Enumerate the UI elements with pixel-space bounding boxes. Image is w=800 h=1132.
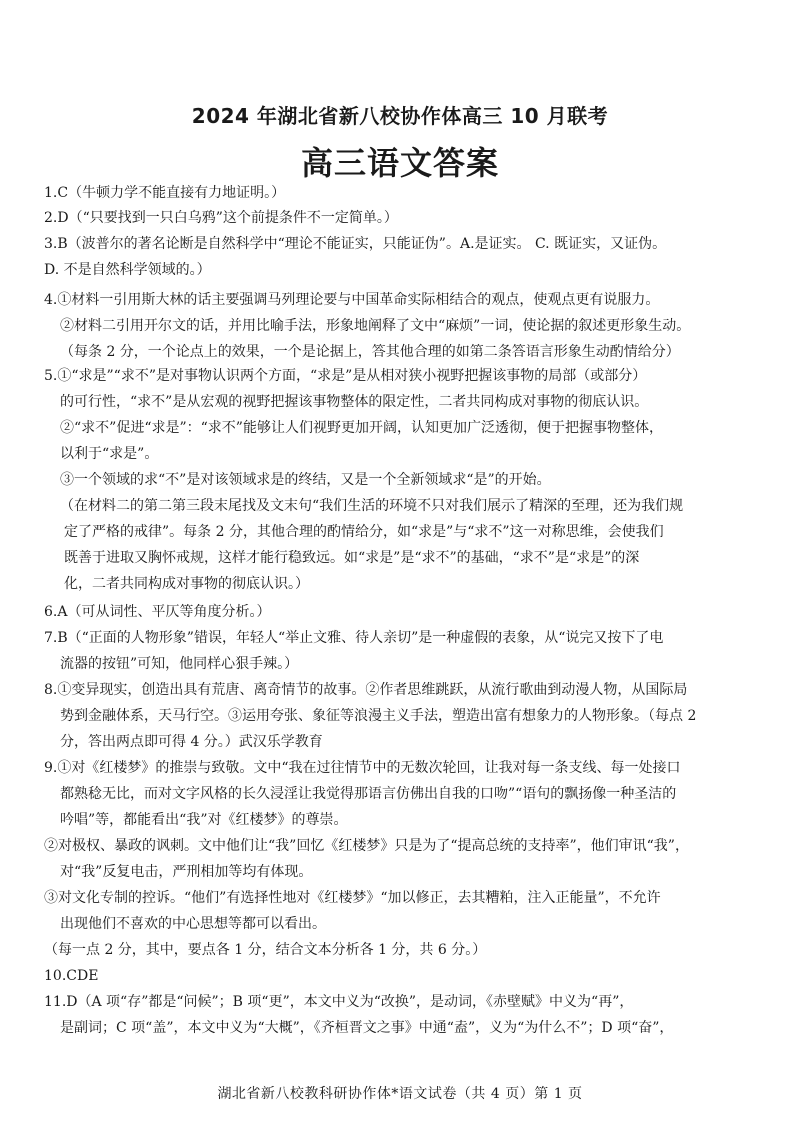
answer-line-q5-scoring-cont: 定了严格的戒律”。每条 2 分，其他合理的酌情给分，如“求是”与“求不”这一对称思维，会使我们 [64,524,664,540]
answer-line-q5-cont: 的可行性，“求不”是从宏观的视野把握该事物整体的限定性，二者共同构成对事物的彻底认识。 [60,394,649,410]
answer-line-q4-point2: ②材料二引用开尔文的话，并用比喻手法，形象地阐释了文中“麻烦”一词，使论据的叙述更形象生动。 [60,318,691,334]
answer-line-q9-scoring: （每一点 2 分，其中，要点各 1 分，结合文本分析各 1 分，共 6 分。） [44,942,487,958]
answer-line-q5-point2: ②“求不”促进“求是”：“求不”能够让人们视野更加开阔，认知更加广泛透彻，便于把握事物整体， [60,420,663,436]
answer-line-q9-point3-cont: 出现他们不喜欢的中心思想等都可以看出。 [60,916,326,932]
answer-line-q3: 3.B（波普尔的著名论断是自然科学中“理论不能证实，只能证伪”。A.是证实。 C. 既证实，又证伪。 [44,236,667,252]
answer-line-q5-point2-cont: 以利于“求是”。 [60,446,159,462]
answer-line-q6: 6.A（可从词性、平仄等角度分析。） [44,604,271,620]
answer-line-q11: 11.D（A 项“存”都是“问候”；B 项“更”，本文中义为“改换”，是动词，《赤壁赋》中义为“再”， [44,994,634,1010]
answer-line-q11-cont: 是副词；C 项“盖”，本文中义为“大概”，《齐桓晋文之事》中通“盍”，义为“为什么不”；D 项“奋”， [60,1020,674,1036]
answer-line-q2: 2.D（“只要找到一只白乌鸦”这个前提条件不一定简单。） [44,210,398,226]
answer-line-q4: 4.①材料一引用斯大林的话主要强调马列理论要与中国革命实际相结合的观点，使观点更有说服力。 [44,292,660,308]
answer-line-q5-scoring: （在材料二的第二第三段末尾找及文末句“我们生活的环境不只对我们展示了精深的至理，还为我们规 [60,498,684,514]
answer-line-q7-cont: 流器的按钮”可知，他同样心狠手辣。） [60,656,299,672]
answer-heading: 高三语文答案 [300,144,499,182]
page-footer: 湖北省新八校教科研协作体*语文试卷（共 4 页）第 1 页 [217,1086,583,1102]
answer-line-q5: 5.①“求是”“求不”是对事物认识两个方面，“求是”是从相对狭小视野把握该事物的局部（或部分） [44,368,647,384]
answer-line-q5-scoring-cont: 化，二者共同构成对事物的彻底认识。） [64,576,309,592]
answer-line-q8: 8.①变异现实，创造出具有荒唐、离奇情节的故事。②作者思维跳跃，从流行歌曲到动漫人物，从国际局 [44,682,688,698]
answer-line-q8-cont: 分，答出两点即可得 4 分。）武汉乐学教育 [60,734,323,750]
answer-line-q9: 9.①对《红楼梦》的推崇与致敬。文中“我在过往情节中的无数次轮回，让我对每一条支线、每一处接口 [44,760,681,776]
answer-line-q9-point3: ③对文化专制的控诉。“他们”有选择性地对《红楼梦》“加以修正，去其糟粕，注入正能量”，不允许 [44,890,661,906]
answer-line-q9-point2-cont: 对“我”反复电击，严刑相加等均有体现。 [60,864,313,880]
answer-line-q9-cont: 吟唱”等，都能看出“我”对《红楼梦》的尊崇。 [60,812,348,828]
answer-line-q10: 10.CDE [44,968,99,984]
exam-title: 2024 年湖北省新八校协作体高三 10 月联考 [191,104,609,128]
answer-line-q9-point2: ②对极权、暴政的讽刺。文中他们让“我”回忆《红楼梦》只是为了“提高总统的支持率”，他们审讯“我”， [44,838,689,854]
answer-line-q7: 7.B（“正面的人物形象”错误，年轻人“举止文雅、待人亲切”是一种虚假的表象，从“说完又按下了电 [44,630,664,646]
answer-line-q8-cont: 势到金融体系，天马行空。③运用夸张、象征等浪漫主义手法，塑造出富有想象力的人物形象。（每点 2 [60,708,697,724]
answer-line-q5-point3: ③一个领域的求“不”是对该领域求是的终结，又是一个全新领域求“是”的开始。 [60,472,551,488]
answer-line-q9-cont: 都熟稔无比，而对文字风格的长久浸淫让我觉得那语言仿佛出自我的口吻”“语句的飘扬像一种圣洁的 [60,786,677,802]
answer-line-q1: 1.C（牛顿力学不能直接有力地证明。） [44,185,286,201]
answer-line-q3-cont: D. 不是自然科学领域的。） [44,262,211,278]
answer-line-q4-scoring: （每条 2 分，一个论点上的效果，一个是论据上，答其他合理的如第二条答语言形象生动酌情给分） [60,344,680,360]
answer-line-q5-scoring-cont: 既善于进取又胸怀戒规，这样才能行稳致远。如“求是”是“求不”的基础，“求不”是“求是”的深 [64,550,640,566]
